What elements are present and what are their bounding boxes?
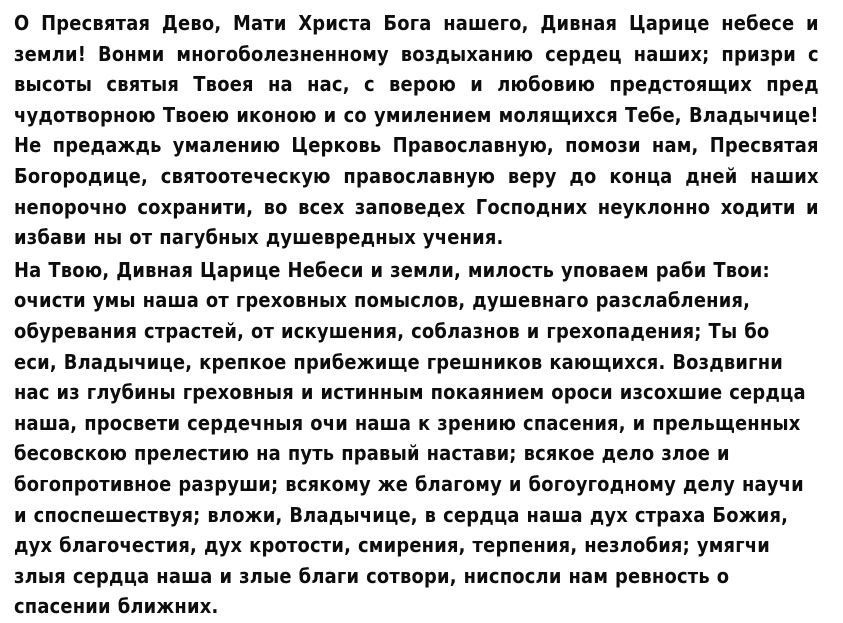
paragraph: О Пресвятая Дево, Мати Христа Бога нашего, Дивная Царице небесе и земли! Вонми многоболезненному воздыханию сердец наших; призри с высоты святыя Твоея на нас, с верою и любовию предстоящих пред чудотворною Твоею иконою и со умилением молящихся Тебе, Владычице! Не предаждь умалению Церковь Православную, помози нам, Пресвятая Богородице, святоотеческую православную веру до конца дней наших непорочно сохранити, во всех заповедех Господних неуклонно ходити и избави ны от пагубных душевредных учения.: [14, 11, 819, 250]
prayer-text-body: [14, 8, 819, 622]
paragraph: На Твою, Дивная Царице Небеси и земли, милость уповаем раби Твои: очисти умы наша от греховных помыслов, душевнаго разслабления, обуревания страстей, от искушения, соблазнов и грехопадения; Ты бо еси, Владычице, крепкое прибежище грешников кающихся. Воздвигни нас из глубины греховныя и истинным покаянием ороси изсохшие сердца наша, просвети сердечныя очи наша к зрению спасения, и прельщенных бесовскою прелестию на путь правый настави; всякое дело злое и богопротивное разруши; всякому же благому и богоугодному делу научи и споспешествуя; вложи, Владычице, в сердца наша дух страха Божия, дух благочестия, дух кротости, смирения, терпения, незлобия; умягчи злыя сердца наша и злые благи сотвори, ниспосли нам ревность о спасении ближних.: [14, 257, 806, 619]
